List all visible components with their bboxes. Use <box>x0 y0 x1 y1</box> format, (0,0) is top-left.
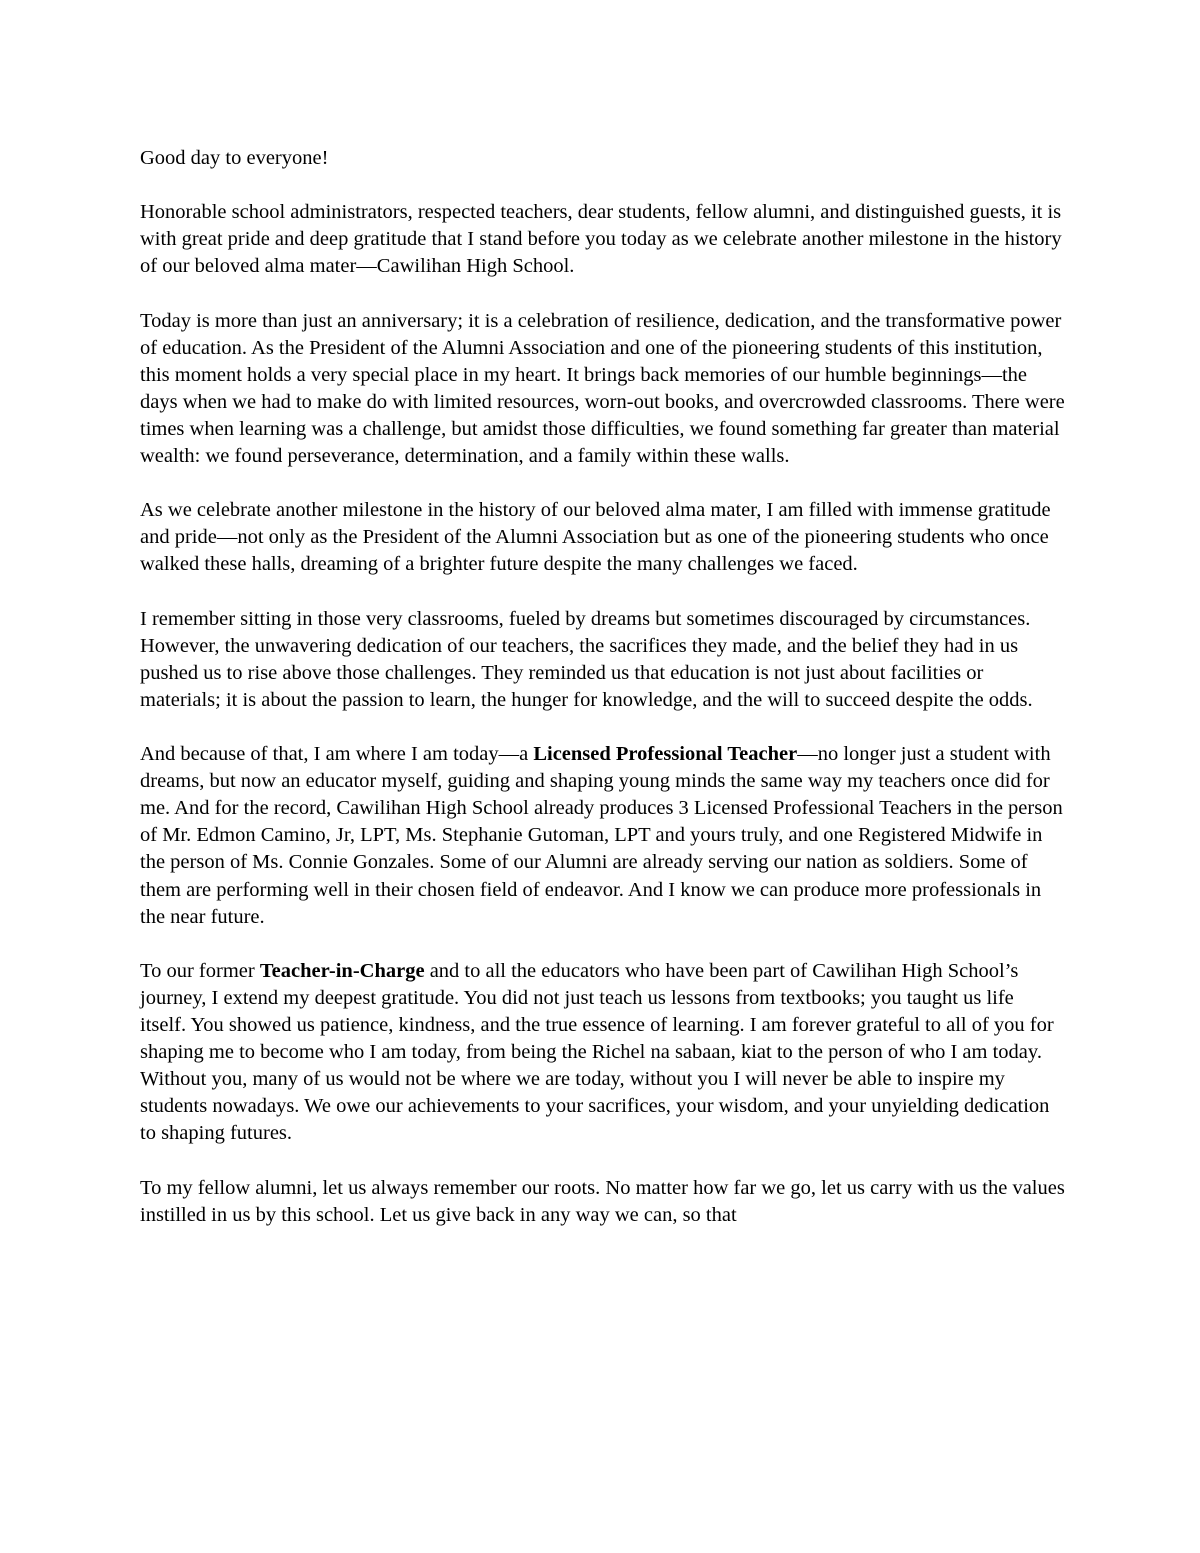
licensed-teacher-bold-text: Licensed Professional Teacher <box>533 743 798 766</box>
alumni-paragraph: To my fellow alumni, let us always remember our roots. No matter how far we go, let us carry with us the values instilled in us by this school. Let us give back in any way we can, so that <box>140 1176 1065 1226</box>
gratitude-text-before: To our former <box>140 959 260 982</box>
achievements-text-before: And because of that, I am where I am today—a <box>140 743 534 766</box>
milestone-paragraph: As we celebrate another milestone in the history of our beloved alma mater, I am filled with immense gratitude and pride—not only as the President of the Alumni Association but as one of the pioneering students who once walked these halls, dreaming of a brighter future despite the many challenges we faced. <box>140 499 1051 576</box>
document-page <box>140 145 1065 1229</box>
greeting-paragraph: Good day to everyone! <box>140 147 329 169</box>
anniversary-paragraph: Today is more than just an anniversary; it is a celebration of resilience, dedication, and the transformative power of education. As the President of the Alumni Association and one of the pioneering students of this institution, this moment holds a very special place in my heart. It brings back memories of our humble beginnings—the days when we had to make do with limited resources, worn-out books, and overcrowded classrooms. There were times when learning was a challenge, but amidst those difficulties, we found something far greater than material wealth: we found perseverance, determination, and a family within these walls. <box>140 309 1065 468</box>
gratitude-text-after: and to all the educators who have been part of Cawilihan High School’s journey, I extend my deepest gratitude. You did not just teach us lessons from textbooks; you taught us life itself. You showed us patience, kindness, and the true essence of learning. I am forever grateful to all of you for shaping me to become who I am today, from being the Richel na sabaan, kiat to the person of who I am today. Without you, many of us would not be where we are today, without you I will never be able to inspire my students nowadays. We owe our achievements to your sacrifices, your wisdom, and your unyielding dedication to shaping futures. <box>140 959 1054 1145</box>
salutation-paragraph: Honorable school administrators, respected teachers, dear students, fellow alumni, and distinguished guests, it is with great pride and deep gratitude that I stand before you today as we celebrate another milestone in the history of our beloved alma mater—Cawilihan High School. <box>140 201 1062 278</box>
memories-paragraph: I remember sitting in those very classrooms, fueled by dreams but sometimes discouraged by circumstances. However, the unwavering dedication of our teachers, the sacrifices they made, and the belief they had in us pushed us to rise above those challenges. They reminded us that education is not just about facilities or materials; it is about the passion to learn, the hunger for knowledge, and the will to succeed despite the odds. <box>140 607 1033 711</box>
gratitude-paragraph <box>140 958 1065 1148</box>
teacher-in-charge-bold-text: Teacher-in-Charge <box>259 959 425 982</box>
achievements-text-after: —no longer just a student with dreams, but now an educator myself, guiding and shaping young minds the same way my teachers once did for me. And for the record, Cawilihan High School already produces 3 Licensed Professional Teachers in the person of Mr. Edmon Camino, Jr, LPT, Ms. Stephanie Gutoman, LPT and yours truly, and one Registered Midwife in the person of Ms. Connie Gonzales. Some of our Alumni are already serving our nation as soldiers. Some of them are performing well in their chosen field of endeavor. And I know we can produce more professionals in the near future. <box>140 743 1063 928</box>
achievements-paragraph <box>140 741 1065 931</box>
